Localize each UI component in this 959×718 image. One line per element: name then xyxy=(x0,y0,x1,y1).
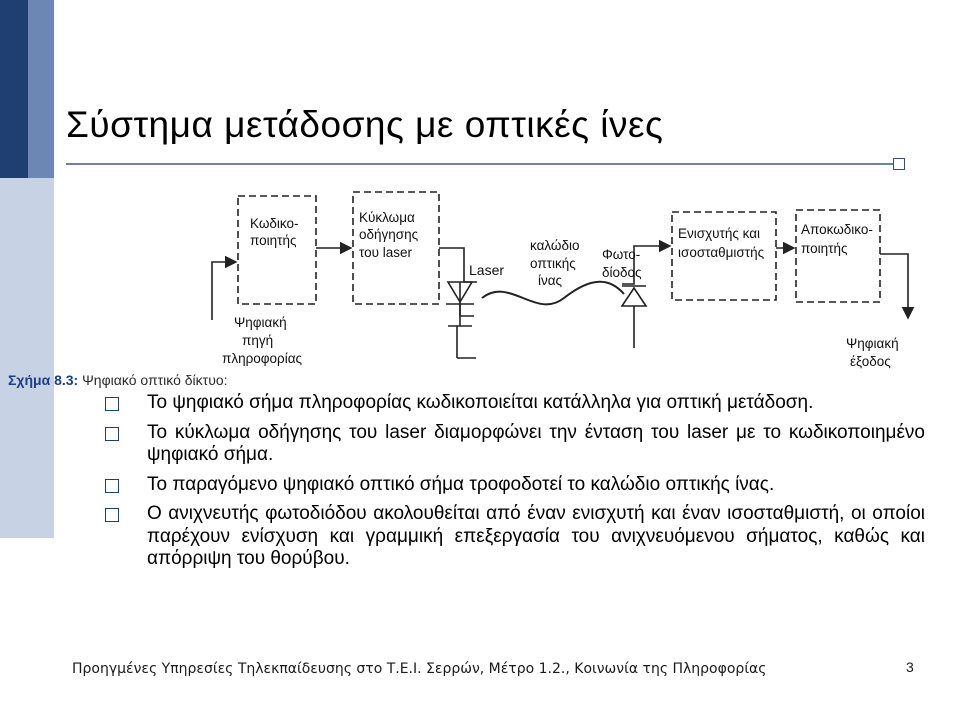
figure-caption-label: Σχήμα 8.3: xyxy=(8,372,79,388)
fiber-label: καλώδιο οπτικής ίνας xyxy=(530,238,580,288)
title-rule-end-square xyxy=(893,158,905,170)
optical-link-diagram xyxy=(192,186,922,378)
bullet-text: Το ψηφιακό σήμα πληροφορίας κωδικοποιείται κατάλληλα για οπτική μετάδοση. xyxy=(147,392,814,413)
slide-footer: Προηγμένες Υπηρεσίες Τηλεκπαίδευσης στο Τ.Ε.Ι. Σερρών, Μέτρο 1.2., Κοινωνία της Πληροφορίας xyxy=(72,661,767,677)
page-number: 3 xyxy=(906,659,914,675)
square-bullet-icon xyxy=(105,508,119,522)
bullet-text: Το κύκλωμα οδήγησης του laser διαμορφώνει την ένταση του laser με το κωδικοποιημένο ψηφιακό σήμα. xyxy=(147,421,925,465)
photodiode-icon xyxy=(622,286,646,316)
figure-caption xyxy=(8,372,228,388)
figure-caption-text: Ψηφιακό οπτικό δίκτυο: xyxy=(82,372,228,388)
driver-label: Κύκλωμα οδήγησης του laser xyxy=(359,210,419,260)
bullet-text: Το παραγόμενο ψηφιακό οπτικό σήμα τροφοδοτεί το καλώδιο οπτικής ίνας. xyxy=(147,473,775,495)
square-bullet-icon xyxy=(105,397,119,411)
decoder-label: Αποκωδικο- ποιητής xyxy=(801,222,873,256)
bullet-item xyxy=(105,503,925,571)
laser-label: Laser xyxy=(469,262,505,278)
bullet-item xyxy=(105,474,925,497)
slide-title: Σύστημα μετάδοσης με οπτικές ίνες xyxy=(66,104,664,145)
bullet-item xyxy=(105,422,925,467)
photodiode-label: Φωτο- δίοδος xyxy=(602,247,642,280)
accent-bar-mid xyxy=(28,0,54,178)
square-bullet-icon xyxy=(105,479,119,493)
title-underline xyxy=(66,163,898,165)
bullet-list xyxy=(105,392,925,578)
source-label: Ψηφιακή πηγή πληροφορίας xyxy=(222,315,303,366)
output-label: Ψηφιακή έξοδος xyxy=(846,336,899,369)
encoder-label: Κωδικο- ποιητής xyxy=(250,216,299,248)
bullet-item xyxy=(105,392,925,415)
square-bullet-icon xyxy=(105,427,119,441)
accent-bar-dark xyxy=(0,0,28,178)
bullet-text: Ο ανιχνευτής φωτοδιόδου ακολουθείται από έναν ενισχυτή και έναν ισοσταθμιστή, οι οποίοι παρέχουν ενίσχυση και γραμμική επεξεργασία του ανιχνευόμενου σήματος, καθώς και απόρριψη του θορύβου. xyxy=(147,503,925,569)
encoder-block-frame xyxy=(238,196,316,304)
amplifier-label: Ενισχυτής και ισοσταθμιστής xyxy=(678,226,765,260)
accent-bar-light xyxy=(0,178,54,538)
